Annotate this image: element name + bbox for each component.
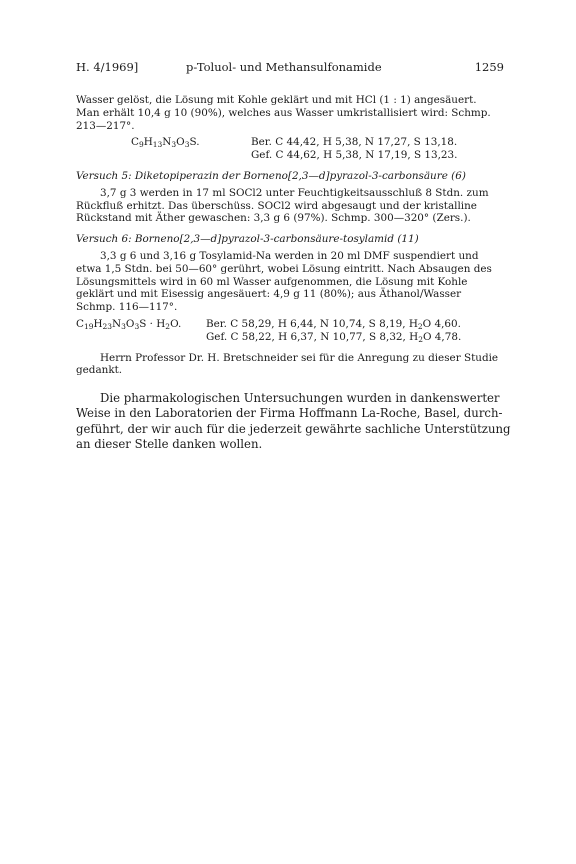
text-line: 3,7 g 3 werden in 17 ml SOCl2 unter Feuchtigkeitsausschluß 8 Stdn. zum bbox=[100, 186, 489, 199]
found-values: Gef. C 44,62, H 5,38, N 17,19, S 13,23. bbox=[251, 149, 458, 162]
analysis-found-row bbox=[76, 149, 504, 162]
text-line: geklärt und mit Eisessig angesäuert: 4,9 g 11 (80%); aus Äthanol/Wasser bbox=[76, 288, 462, 301]
section-heading-versuch-6: Versuch 6: Borneno[2,3—d]pyrazol-3-carbonsäure-tosylamid (11) bbox=[76, 233, 419, 246]
text-line: gedankt. bbox=[76, 364, 123, 377]
text-line: geführt, der wir auch für die jederzeit gewährte sachliche Unterstützung bbox=[76, 421, 511, 436]
text-line: Rückstand mit Äther gewaschen: 3,3 g 6 (97%). Schmp. 300—320° (Zers.). bbox=[76, 212, 471, 225]
molecular-formula: $C_{19}H_{23}N_3O_3S \cdot H_2O$. bbox=[76, 317, 182, 331]
paragraph-continuation bbox=[76, 94, 504, 132]
text-line: 3,3 g 6 und 3,16 g Tosylamid-Na werden in 20 ml DMF suspendiert und bbox=[100, 249, 479, 262]
text-line: Lösungsmittels wird in 60 ml Wasser aufgenommen, die Lösung mit Kohle bbox=[76, 275, 468, 288]
calculated-values: Ber. C 58,29, H 6,44, N 10,74, S 8,19, $H_2O$ 4,60. bbox=[206, 317, 461, 331]
running-title: p-Toluol- und Methansulfonamide bbox=[186, 60, 382, 74]
acknowledgement bbox=[76, 352, 504, 378]
molecular-formula: $C_9H_{13}N_3O_3S$. bbox=[131, 136, 200, 150]
issue-label: H. 4/1969] bbox=[76, 60, 139, 74]
calculated-values: Ber. C 44,42, H 5,38, N 17,27, S 13,18. bbox=[251, 136, 458, 149]
analysis-found-row bbox=[76, 331, 504, 344]
article-body bbox=[76, 94, 511, 452]
elemental-analysis-2 bbox=[76, 318, 504, 331]
text-line: Rückfluß erhitzt. Das überschüss. SOCl2 wird abgesaugt und der kristalline bbox=[76, 199, 477, 212]
text-line: an dieser Stelle danken wollen. bbox=[76, 436, 263, 451]
text-line: Herrn Professor Dr. H. Bretschneider sei für die Anregung zu dieser Studie bbox=[100, 351, 499, 364]
text-line: Die pharmakologischen Untersuchungen wurden in dankenswerter bbox=[100, 391, 500, 406]
final-paragraph bbox=[76, 391, 511, 452]
text-line: Man erhält 10,4 g 10 (90%), welches aus Wasser umkristallisiert wird: Schmp. bbox=[76, 106, 491, 119]
page-number: 1259 bbox=[474, 60, 504, 74]
text-line: etwa 1,5 Stdn. bei 50—60° gerührt, wobei Lösung eintritt. Nach Absaugen des bbox=[76, 262, 492, 275]
text-line: 213—217°. bbox=[76, 119, 135, 132]
elemental-analysis-1 bbox=[76, 136, 504, 149]
text-line: Wasser gelöst, die Lösung mit Kohle geklärt und mit HCl (1 : 1) angesäuert. bbox=[76, 94, 477, 106]
running-header bbox=[76, 60, 504, 78]
text-line: Weise in den Laboratorien der Firma Hoffmann La-Roche, Basel, durch- bbox=[76, 406, 503, 421]
section-heading-versuch-5: Versuch 5: Diketopiperazin der Borneno[2,3—d]pyrazol-3-carbonsäure (6) bbox=[76, 169, 466, 182]
versuch-6-text bbox=[76, 250, 504, 314]
journal-page bbox=[76, 60, 511, 451]
versuch-5-text bbox=[76, 187, 504, 225]
found-values: Gef. C 58,22, H 6,37, N 10,77, S 8,32, $H_2O$ 4,78. bbox=[206, 330, 462, 344]
text-line: Schmp. 116—117°. bbox=[76, 301, 178, 314]
